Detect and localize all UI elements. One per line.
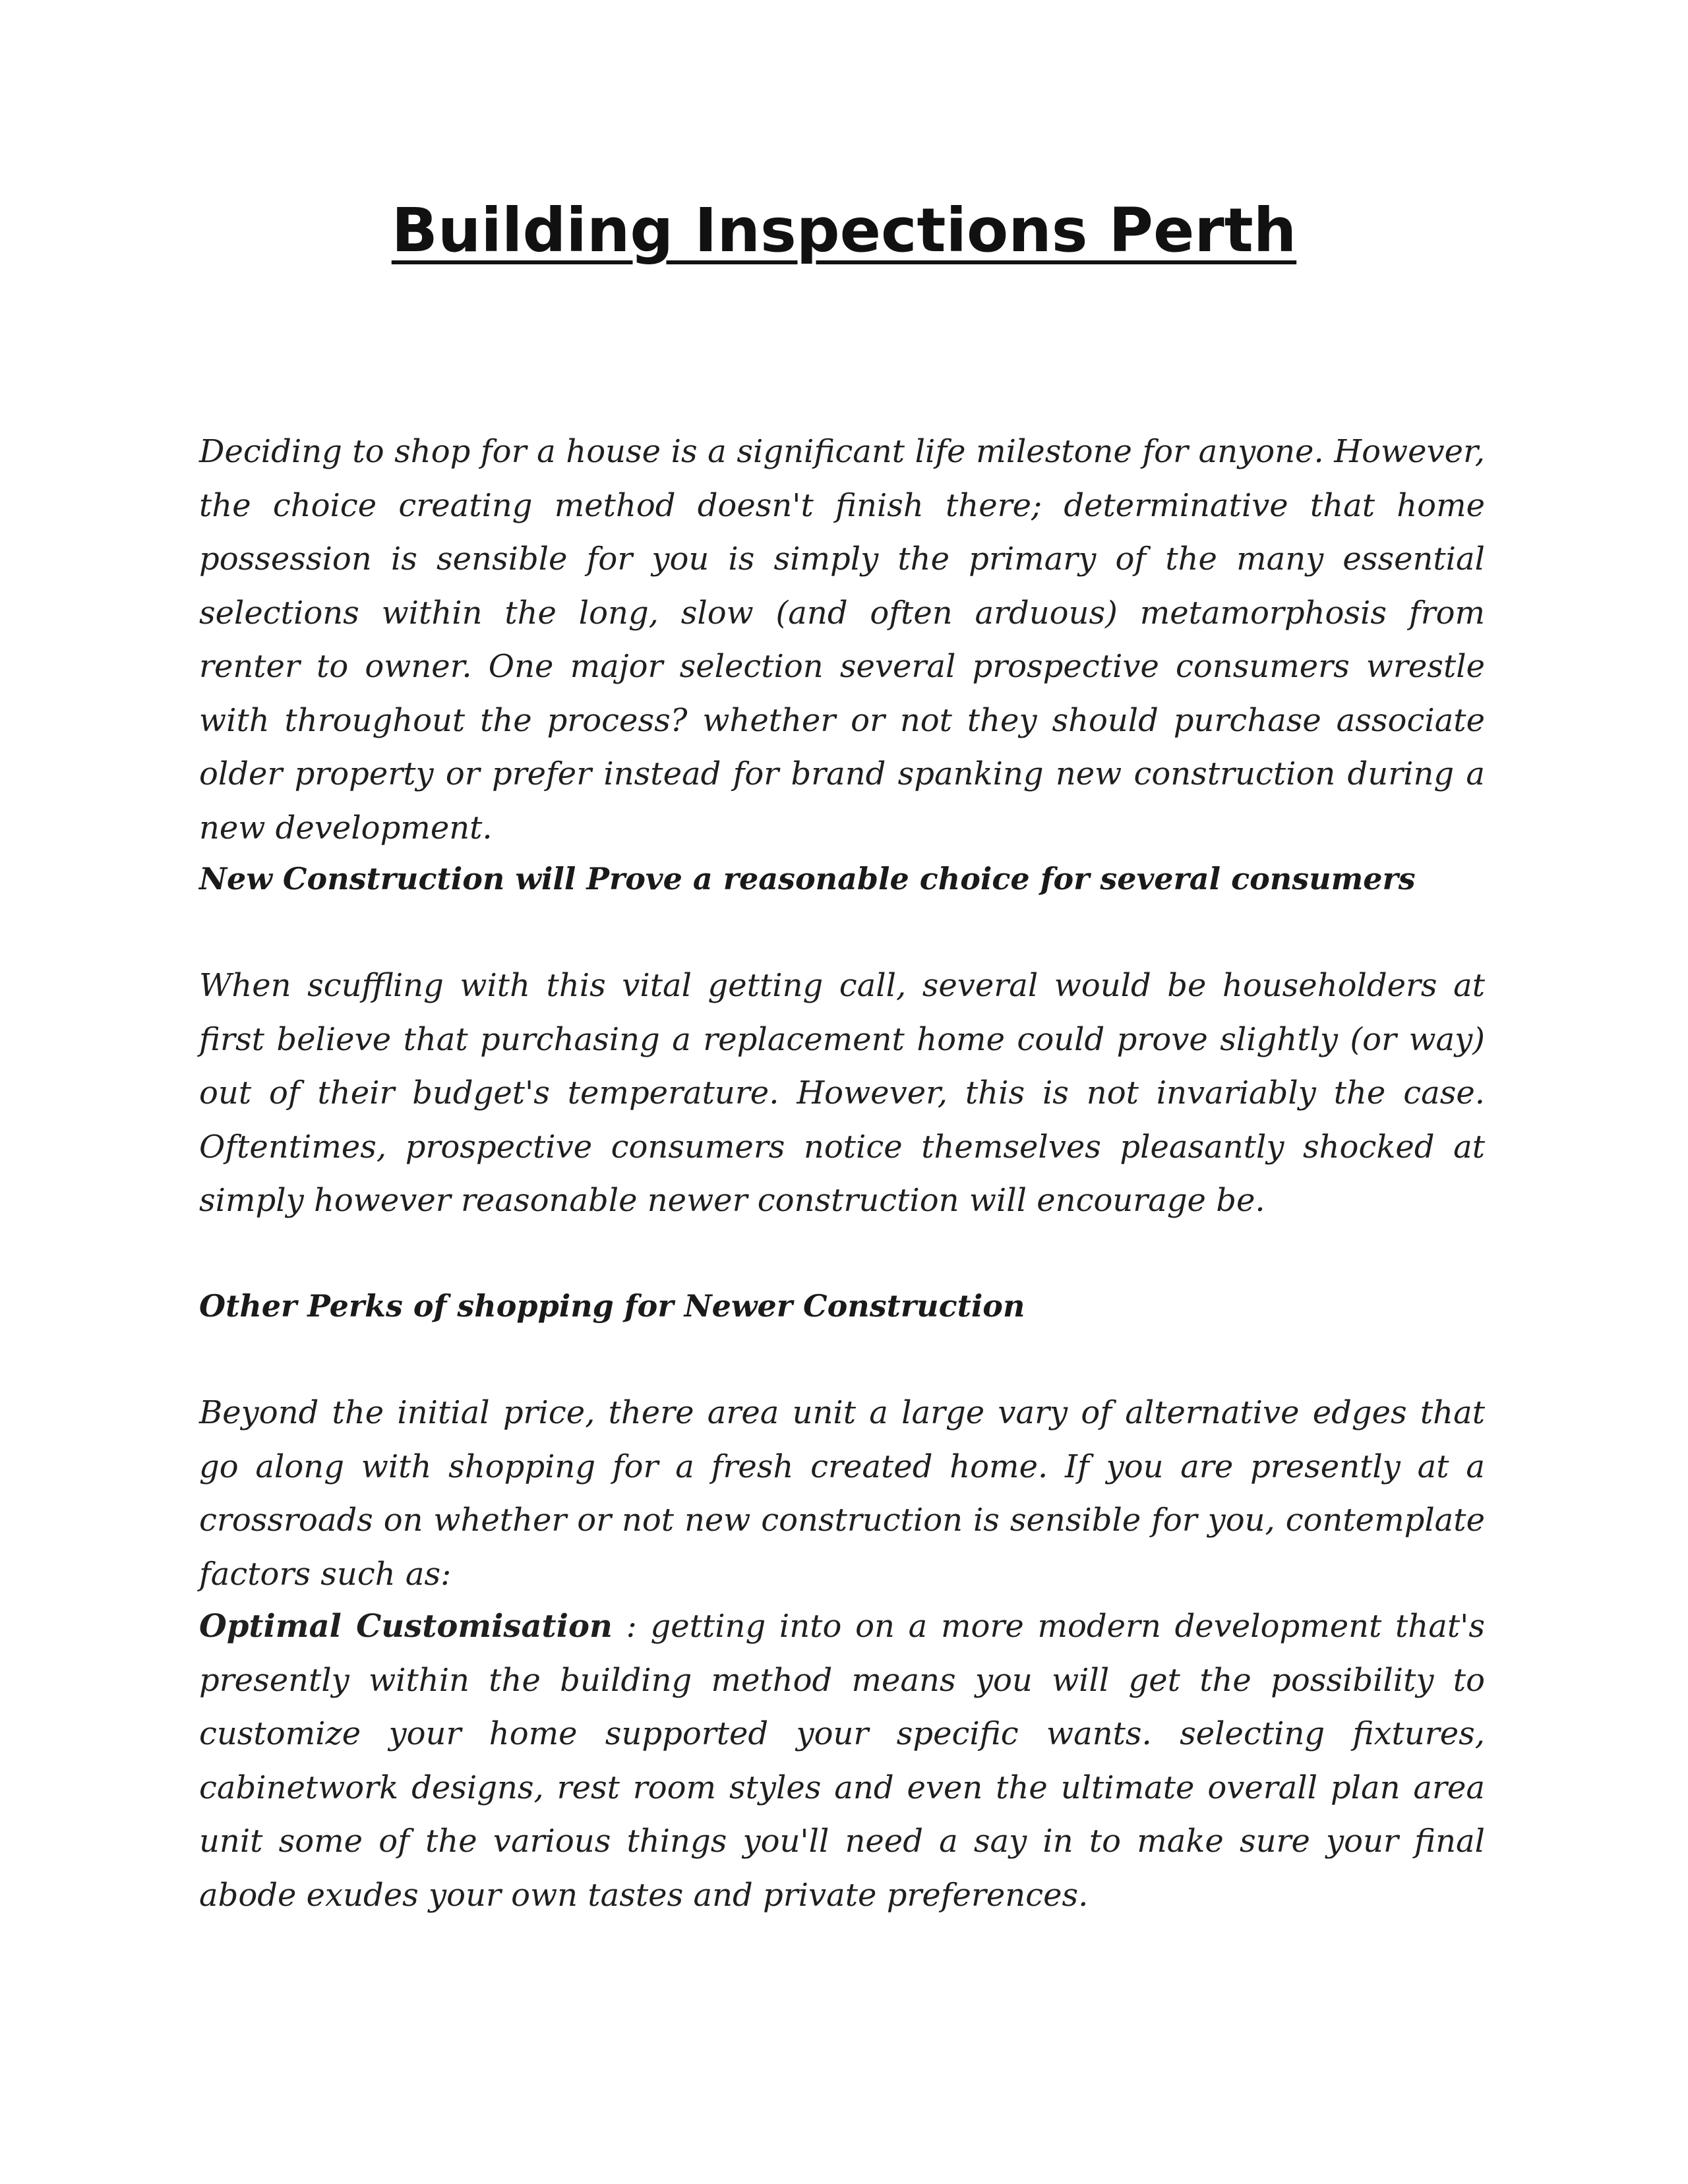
paragraph-intro: Deciding to shop for a house is a significant life milestone for anyone. However, the choice creating method doesn't finish there; determinative that home possession is sensible for you is simply the primary of the many essential selections within the long, slow (and often arduous) metamorphosis from renter to owner. One major selection several prospective consumers wrestle with throughout the process? whether or not they should purchase associate older property or prefer instead for brand spanking new construction during a new development.	[199, 433, 1485, 846]
section-heading-new-construction: New Construction will Prove a reasonable choice for several consumers	[199, 861, 1416, 897]
customisation-label: Optimal Customisation	[199, 1608, 613, 1645]
paragraph-optimal-customisation	[199, 1600, 1485, 1922]
section-heading-other-perks: Other Perks of shopping for Newer Construction	[199, 1288, 1025, 1324]
paragraph-other-benefits: Beyond the initial price, there area unit a large vary of alternative edges that go along with shopping for a fresh created home. If you are presently at a crossroads on whether or not new construction is sensible for you, contemplate factors such as:	[199, 1394, 1485, 1593]
document-title: Building Inspections Perth	[391, 195, 1297, 266]
paragraph-affordability: When scuffling with this vital getting call, several would be householders at first believe that purchasing a replacement home could prove slightly (or way) out of their budget's temperature. However, this is not invariably the case. Oftentimes, prospective consumers notice themselves pleasantly shocked at simply however reasonable newer construction will encourage be.	[199, 967, 1485, 1219]
customisation-text: : getting into on a more modern development that's presently within the building method means you will get the possibility to customize your home supported your specific wants. selecting fixtures, cabinetwork designs, rest room styles and even the ultimate overall plan area unit some of the various things you'll need a say in to make sure your final abode exudes your own tastes and private preferences.	[199, 1608, 1485, 1914]
